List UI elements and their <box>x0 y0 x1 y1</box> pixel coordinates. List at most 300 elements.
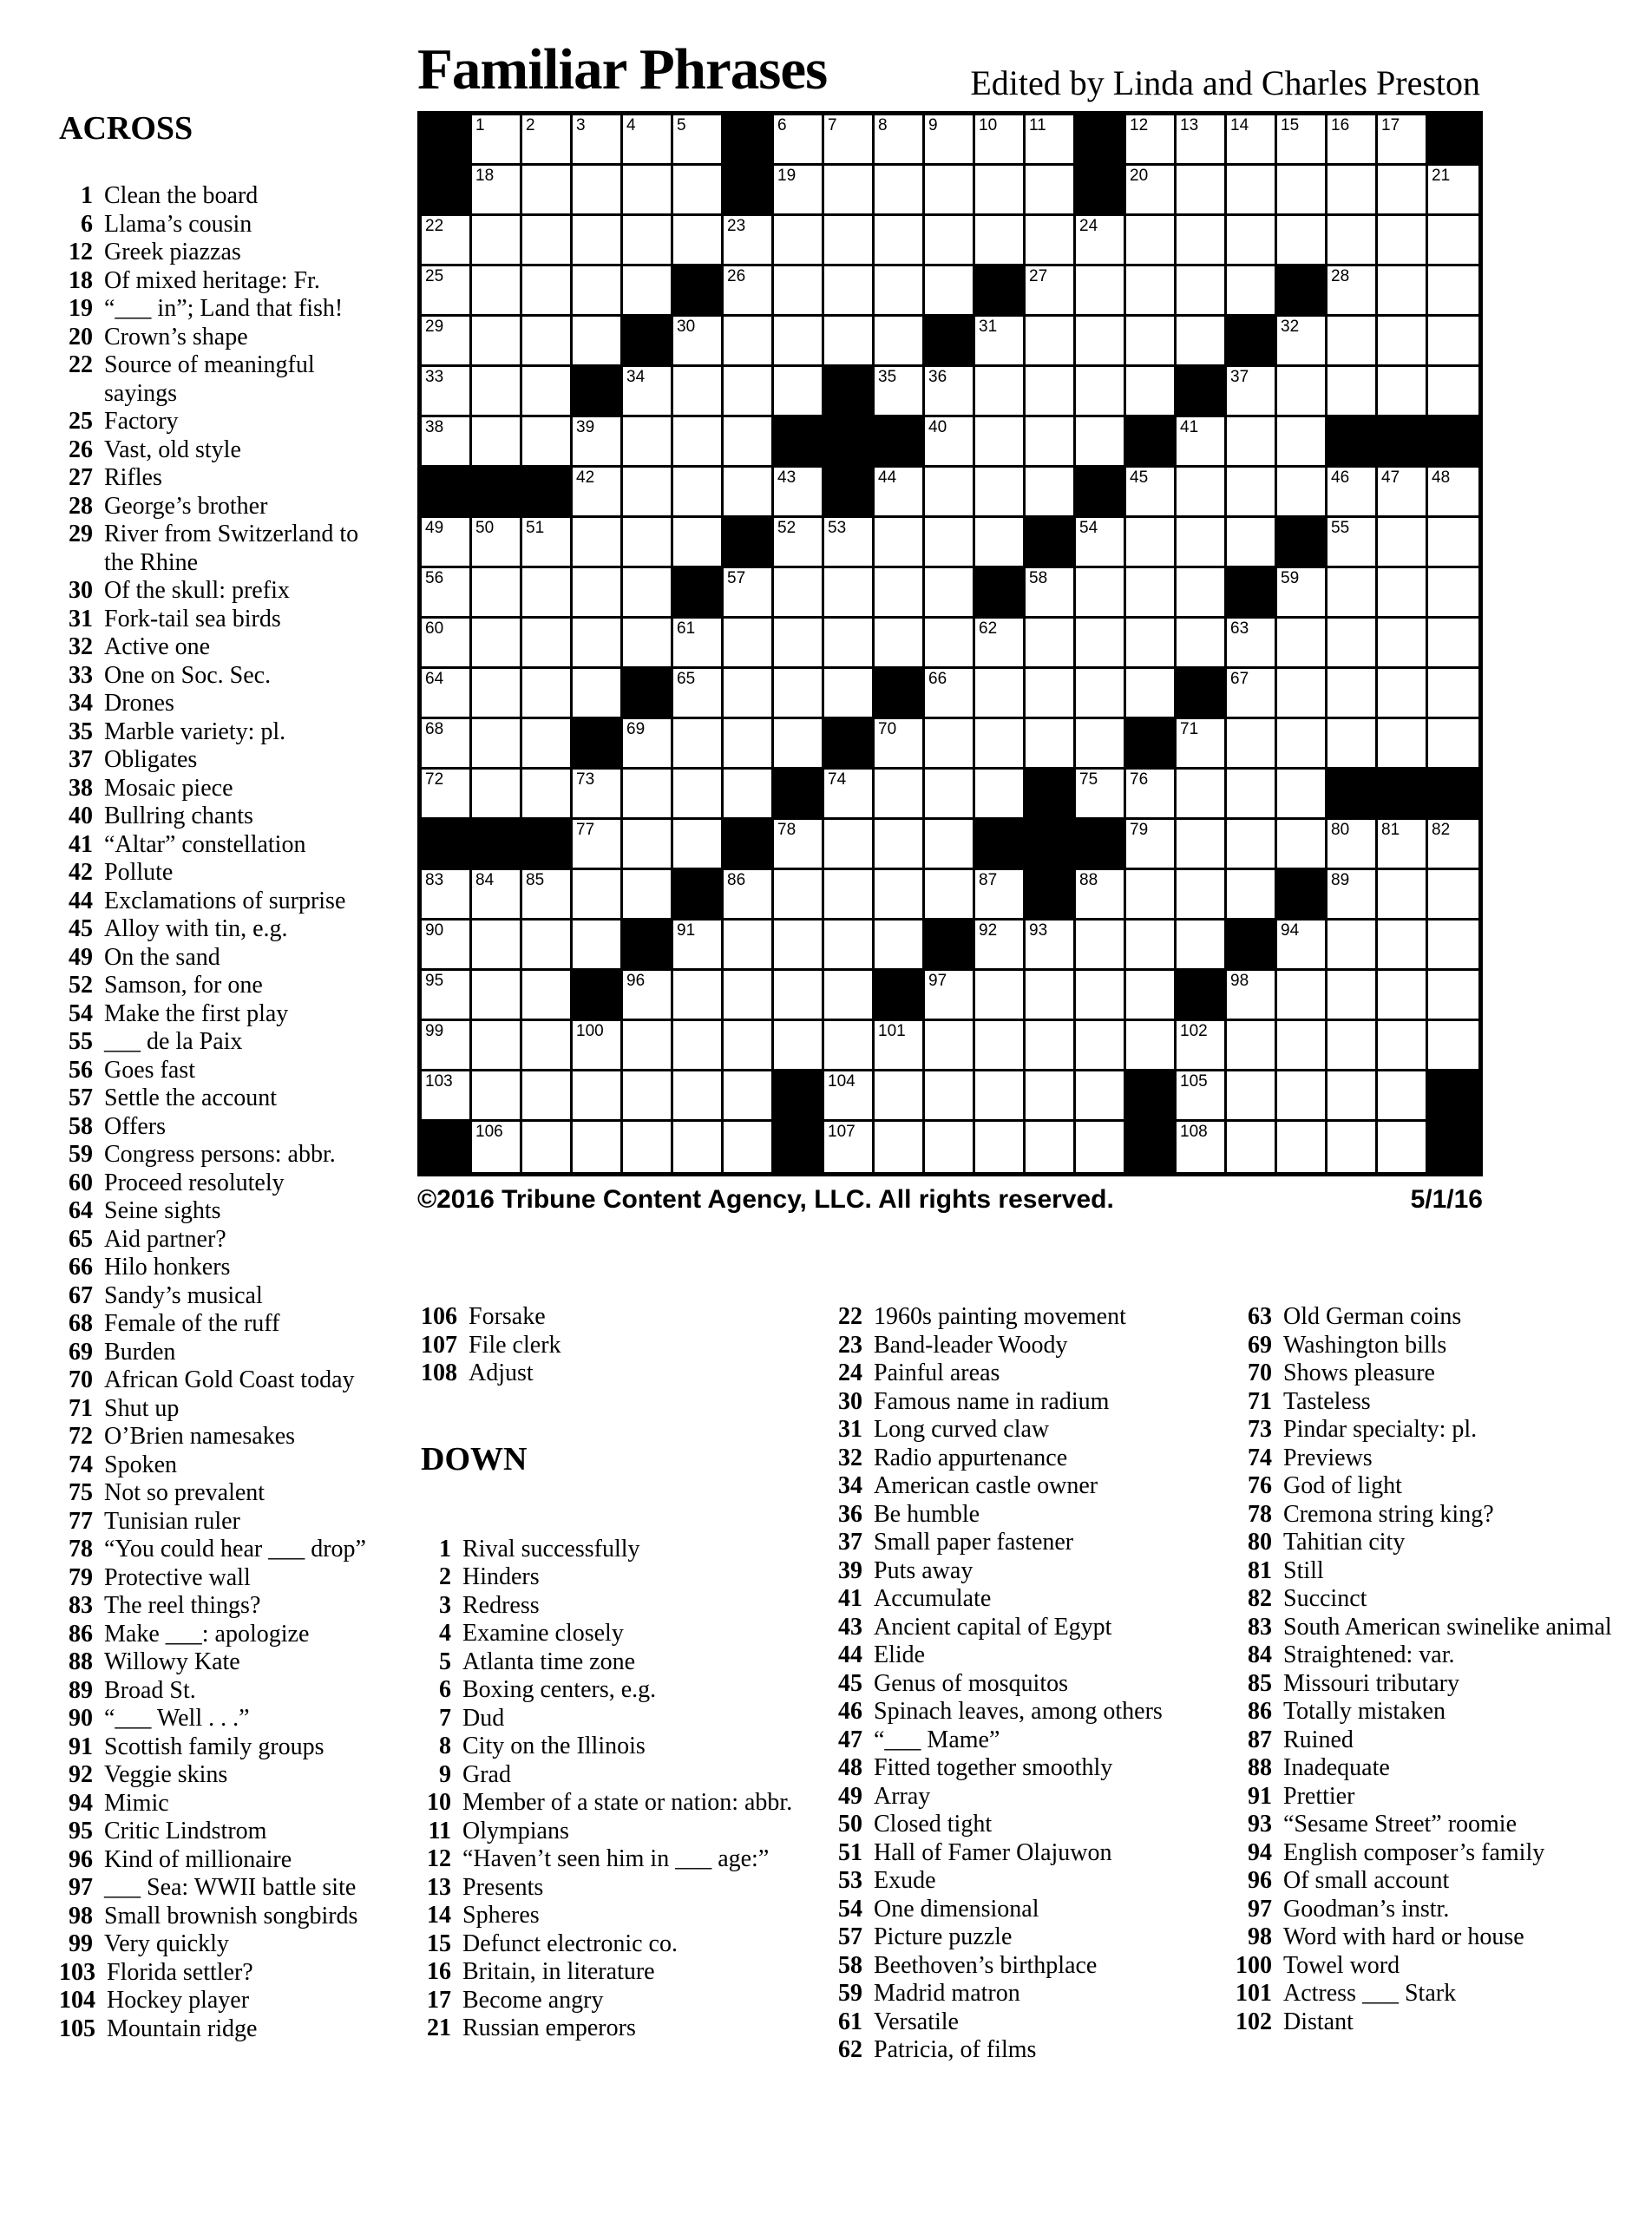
grid-cell[interactable] <box>1277 166 1328 216</box>
grid-cell[interactable] <box>1126 971 1177 1021</box>
grid-cell[interactable] <box>472 568 522 619</box>
grid-cell[interactable] <box>875 719 925 770</box>
grid-cell[interactable] <box>1026 921 1076 971</box>
grid-cell[interactable] <box>724 719 774 770</box>
grid-cell[interactable] <box>522 619 573 669</box>
grid-cell[interactable] <box>1227 166 1277 216</box>
grid-cell[interactable] <box>573 266 623 317</box>
grid-cell[interactable] <box>1076 619 1126 669</box>
grid-cell[interactable] <box>1177 317 1227 367</box>
grid-cell[interactable] <box>1428 216 1478 266</box>
grid-cell[interactable] <box>1227 1071 1277 1122</box>
grid-cell[interactable] <box>1026 971 1076 1021</box>
grid-cell[interactable] <box>673 468 724 518</box>
grid-cell[interactable] <box>925 619 975 669</box>
grid-cell[interactable] <box>1126 619 1177 669</box>
grid-cell[interactable] <box>623 719 673 770</box>
grid-cell[interactable] <box>774 166 824 216</box>
grid-cell[interactable] <box>422 719 472 770</box>
grid-cell[interactable] <box>925 971 975 1021</box>
grid-cell[interactable] <box>522 115 573 166</box>
grid-cell[interactable] <box>724 1122 774 1172</box>
grid-cell[interactable] <box>824 971 875 1021</box>
grid-cell[interactable] <box>875 870 925 921</box>
grid-cell[interactable] <box>623 216 673 266</box>
grid-cell[interactable] <box>875 1021 925 1071</box>
grid-cell[interactable] <box>573 317 623 367</box>
grid-cell[interactable] <box>824 216 875 266</box>
grid-cell[interactable] <box>1026 317 1076 367</box>
grid-cell[interactable] <box>1378 1071 1428 1122</box>
grid-cell[interactable] <box>875 820 925 870</box>
grid-cell[interactable] <box>925 820 975 870</box>
grid-cell[interactable] <box>1277 770 1328 820</box>
grid-cell[interactable] <box>472 266 522 317</box>
grid-cell[interactable] <box>673 719 724 770</box>
grid-cell[interactable] <box>422 216 472 266</box>
grid-cell[interactable] <box>1227 115 1277 166</box>
grid-cell[interactable] <box>1328 1071 1378 1122</box>
grid-cell[interactable] <box>1026 719 1076 770</box>
grid-cell[interactable] <box>1126 870 1177 921</box>
grid-cell[interactable] <box>1177 870 1227 921</box>
grid-cell[interactable] <box>522 870 573 921</box>
grid-cell[interactable] <box>522 1122 573 1172</box>
grid-cell[interactable] <box>875 770 925 820</box>
grid-cell[interactable] <box>1026 669 1076 719</box>
grid-cell[interactable] <box>975 1021 1026 1071</box>
grid-cell[interactable] <box>1227 417 1277 468</box>
grid-cell[interactable] <box>472 1071 522 1122</box>
grid-cell[interactable] <box>774 820 824 870</box>
grid-cell[interactable] <box>925 1021 975 1071</box>
grid-cell[interactable] <box>1328 820 1378 870</box>
grid-cell[interactable] <box>774 468 824 518</box>
grid-cell[interactable] <box>1227 266 1277 317</box>
grid-cell[interactable] <box>623 619 673 669</box>
grid-cell[interactable] <box>573 921 623 971</box>
grid-cell[interactable] <box>774 216 824 266</box>
grid-cell[interactable] <box>422 1071 472 1122</box>
grid-cell[interactable] <box>472 619 522 669</box>
grid-cell[interactable] <box>573 820 623 870</box>
grid-cell[interactable] <box>975 770 1026 820</box>
grid-cell[interactable] <box>1026 166 1076 216</box>
grid-cell[interactable] <box>422 518 472 568</box>
grid-cell[interactable] <box>824 1071 875 1122</box>
grid-cell[interactable] <box>623 1071 673 1122</box>
grid-cell[interactable] <box>1378 266 1428 317</box>
grid-cell[interactable] <box>875 619 925 669</box>
grid-cell[interactable] <box>824 669 875 719</box>
grid-cell[interactable] <box>422 669 472 719</box>
grid-cell[interactable] <box>925 518 975 568</box>
grid-cell[interactable] <box>1026 1122 1076 1172</box>
grid-cell[interactable] <box>623 115 673 166</box>
grid-cell[interactable] <box>1277 1122 1328 1172</box>
grid-cell[interactable] <box>1177 216 1227 266</box>
grid-cell[interactable] <box>1177 619 1227 669</box>
grid-cell[interactable] <box>472 166 522 216</box>
grid-cell[interactable] <box>1428 921 1478 971</box>
grid-cell[interactable] <box>422 568 472 619</box>
grid-cell[interactable] <box>1277 568 1328 619</box>
grid-cell[interactable] <box>1328 719 1378 770</box>
grid-cell[interactable] <box>1177 1071 1227 1122</box>
grid-cell[interactable] <box>925 367 975 417</box>
grid-cell[interactable] <box>1378 216 1428 266</box>
grid-cell[interactable] <box>875 317 925 367</box>
grid-cell[interactable] <box>623 468 673 518</box>
grid-cell[interactable] <box>1328 669 1378 719</box>
grid-cell[interactable] <box>1428 619 1478 669</box>
grid-cell[interactable] <box>724 367 774 417</box>
grid-cell[interactable] <box>1076 719 1126 770</box>
grid-cell[interactable] <box>1277 417 1328 468</box>
grid-cell[interactable] <box>573 216 623 266</box>
grid-cell[interactable] <box>925 115 975 166</box>
grid-cell[interactable] <box>1277 115 1328 166</box>
grid-cell[interactable] <box>522 1021 573 1071</box>
grid-cell[interactable] <box>1076 367 1126 417</box>
grid-cell[interactable] <box>1126 921 1177 971</box>
grid-cell[interactable] <box>774 971 824 1021</box>
grid-cell[interactable] <box>1277 1071 1328 1122</box>
grid-cell[interactable] <box>724 1071 774 1122</box>
grid-cell[interactable] <box>1378 317 1428 367</box>
grid-cell[interactable] <box>975 870 1026 921</box>
grid-cell[interactable] <box>1227 669 1277 719</box>
grid-cell[interactable] <box>1026 266 1076 317</box>
grid-cell[interactable] <box>1227 1021 1277 1071</box>
grid-cell[interactable] <box>774 921 824 971</box>
grid-cell[interactable] <box>1177 1021 1227 1071</box>
grid-cell[interactable] <box>824 921 875 971</box>
grid-cell[interactable] <box>925 719 975 770</box>
grid-cell[interactable] <box>422 367 472 417</box>
grid-cell[interactable] <box>1227 719 1277 770</box>
grid-cell[interactable] <box>1227 468 1277 518</box>
grid-cell[interactable] <box>1227 971 1277 1021</box>
grid-cell[interactable] <box>1428 266 1478 317</box>
grid-cell[interactable] <box>1328 1021 1378 1071</box>
grid-cell[interactable] <box>1378 921 1428 971</box>
grid-cell[interactable] <box>1177 770 1227 820</box>
grid-cell[interactable] <box>975 468 1026 518</box>
grid-cell[interactable] <box>1076 1021 1126 1071</box>
grid-cell[interactable] <box>1378 619 1428 669</box>
grid-cell[interactable] <box>573 115 623 166</box>
grid-cell[interactable] <box>1177 266 1227 317</box>
grid-cell[interactable] <box>1277 619 1328 669</box>
grid-cell[interactable] <box>1428 367 1478 417</box>
grid-cell[interactable] <box>975 367 1026 417</box>
grid-cell[interactable] <box>422 619 472 669</box>
grid-cell[interactable] <box>975 166 1026 216</box>
grid-cell[interactable] <box>1378 1021 1428 1071</box>
grid-cell[interactable] <box>975 115 1026 166</box>
grid-cell[interactable] <box>1177 719 1227 770</box>
grid-cell[interactable] <box>1277 921 1328 971</box>
grid-cell[interactable] <box>522 266 573 317</box>
grid-cell[interactable] <box>1428 166 1478 216</box>
grid-cell[interactable] <box>975 921 1026 971</box>
grid-cell[interactable] <box>774 115 824 166</box>
grid-cell[interactable] <box>1328 870 1378 921</box>
grid-cell[interactable] <box>824 619 875 669</box>
grid-cell[interactable] <box>1428 719 1478 770</box>
grid-cell[interactable] <box>724 468 774 518</box>
grid-cell[interactable] <box>975 619 1026 669</box>
grid-cell[interactable] <box>1076 1071 1126 1122</box>
grid-cell[interactable] <box>1428 518 1478 568</box>
grid-cell[interactable] <box>472 115 522 166</box>
grid-cell[interactable] <box>1076 518 1126 568</box>
grid-cell[interactable] <box>875 921 925 971</box>
grid-cell[interactable] <box>1428 468 1478 518</box>
grid-cell[interactable] <box>1177 417 1227 468</box>
grid-cell[interactable] <box>1126 115 1177 166</box>
grid-cell[interactable] <box>422 870 472 921</box>
grid-cell[interactable] <box>1227 518 1277 568</box>
grid-cell[interactable] <box>472 518 522 568</box>
grid-cell[interactable] <box>422 921 472 971</box>
grid-cell[interactable] <box>925 216 975 266</box>
grid-cell[interactable] <box>724 216 774 266</box>
grid-cell[interactable] <box>573 518 623 568</box>
grid-cell[interactable] <box>522 770 573 820</box>
grid-cell[interactable] <box>623 770 673 820</box>
grid-cell[interactable] <box>724 266 774 317</box>
grid-cell[interactable] <box>774 619 824 669</box>
grid-cell[interactable] <box>1076 870 1126 921</box>
grid-cell[interactable] <box>1277 971 1328 1021</box>
grid-cell[interactable] <box>522 367 573 417</box>
grid-cell[interactable] <box>724 619 774 669</box>
grid-cell[interactable] <box>1026 417 1076 468</box>
grid-cell[interactable] <box>573 417 623 468</box>
grid-cell[interactable] <box>1076 417 1126 468</box>
grid-cell[interactable] <box>1076 568 1126 619</box>
grid-cell[interactable] <box>1076 266 1126 317</box>
grid-cell[interactable] <box>673 166 724 216</box>
grid-cell[interactable] <box>1277 367 1328 417</box>
grid-cell[interactable] <box>1126 1021 1177 1071</box>
grid-cell[interactable] <box>1026 1071 1076 1122</box>
grid-cell[interactable] <box>472 367 522 417</box>
grid-cell[interactable] <box>1328 115 1378 166</box>
grid-cell[interactable] <box>673 1071 724 1122</box>
grid-cell[interactable] <box>673 619 724 669</box>
grid-cell[interactable] <box>472 719 522 770</box>
grid-cell[interactable] <box>724 317 774 367</box>
grid-cell[interactable] <box>975 518 1026 568</box>
grid-cell[interactable] <box>522 669 573 719</box>
grid-cell[interactable] <box>1328 1122 1378 1172</box>
grid-cell[interactable] <box>673 216 724 266</box>
grid-cell[interactable] <box>573 1122 623 1172</box>
grid-cell[interactable] <box>1378 115 1428 166</box>
grid-cell[interactable] <box>1378 870 1428 921</box>
grid-cell[interactable] <box>724 870 774 921</box>
grid-cell[interactable] <box>1378 719 1428 770</box>
grid-cell[interactable] <box>925 1122 975 1172</box>
grid-cell[interactable] <box>623 367 673 417</box>
grid-cell[interactable] <box>1126 669 1177 719</box>
grid-cell[interactable] <box>1076 1122 1126 1172</box>
grid-cell[interactable] <box>1378 820 1428 870</box>
grid-cell[interactable] <box>472 417 522 468</box>
grid-cell[interactable] <box>1126 317 1177 367</box>
grid-cell[interactable] <box>724 921 774 971</box>
grid-cell[interactable] <box>1428 669 1478 719</box>
grid-cell[interactable] <box>824 820 875 870</box>
grid-cell[interactable] <box>1328 468 1378 518</box>
grid-cell[interactable] <box>522 518 573 568</box>
grid-cell[interactable] <box>1328 518 1378 568</box>
grid-cell[interactable] <box>925 468 975 518</box>
grid-cell[interactable] <box>925 870 975 921</box>
grid-cell[interactable] <box>472 770 522 820</box>
grid-cell[interactable] <box>1177 115 1227 166</box>
grid-cell[interactable] <box>1428 317 1478 367</box>
grid-cell[interactable] <box>522 1071 573 1122</box>
grid-cell[interactable] <box>875 166 925 216</box>
grid-cell[interactable] <box>925 669 975 719</box>
grid-cell[interactable] <box>1428 1021 1478 1071</box>
grid-cell[interactable] <box>1328 367 1378 417</box>
grid-cell[interactable] <box>1328 921 1378 971</box>
grid-cell[interactable] <box>774 669 824 719</box>
grid-cell[interactable] <box>1328 317 1378 367</box>
grid-cell[interactable] <box>1126 266 1177 317</box>
grid-cell[interactable] <box>724 417 774 468</box>
grid-cell[interactable] <box>875 266 925 317</box>
grid-cell[interactable] <box>623 1021 673 1071</box>
grid-cell[interactable] <box>1277 719 1328 770</box>
grid-cell[interactable] <box>1076 971 1126 1021</box>
grid-cell[interactable] <box>673 317 724 367</box>
grid-cell[interactable] <box>522 317 573 367</box>
grid-cell[interactable] <box>1126 568 1177 619</box>
grid-cell[interactable] <box>673 518 724 568</box>
grid-cell[interactable] <box>1328 971 1378 1021</box>
grid-cell[interactable] <box>522 719 573 770</box>
grid-cell[interactable] <box>472 1021 522 1071</box>
grid-cell[interactable] <box>422 417 472 468</box>
grid-cell[interactable] <box>1076 216 1126 266</box>
grid-cell[interactable] <box>824 1021 875 1071</box>
grid-cell[interactable] <box>875 1122 925 1172</box>
grid-cell[interactable] <box>1378 971 1428 1021</box>
grid-cell[interactable] <box>1328 619 1378 669</box>
grid-cell[interactable] <box>422 770 472 820</box>
grid-cell[interactable] <box>522 417 573 468</box>
grid-cell[interactable] <box>975 971 1026 1021</box>
grid-cell[interactable] <box>1328 166 1378 216</box>
grid-cell[interactable] <box>1026 468 1076 518</box>
grid-cell[interactable] <box>573 468 623 518</box>
grid-cell[interactable] <box>472 1122 522 1172</box>
grid-cell[interactable] <box>824 115 875 166</box>
grid-cell[interactable] <box>774 317 824 367</box>
crossword-grid[interactable] <box>417 111 1483 1176</box>
grid-cell[interactable] <box>1378 669 1428 719</box>
grid-cell[interactable] <box>673 367 724 417</box>
grid-cell[interactable] <box>522 568 573 619</box>
grid-cell[interactable] <box>774 1021 824 1071</box>
grid-cell[interactable] <box>1428 971 1478 1021</box>
grid-cell[interactable] <box>623 266 673 317</box>
grid-cell[interactable] <box>1126 216 1177 266</box>
grid-cell[interactable] <box>623 568 673 619</box>
grid-cell[interactable] <box>673 115 724 166</box>
grid-cell[interactable] <box>522 166 573 216</box>
grid-cell[interactable] <box>522 971 573 1021</box>
grid-cell[interactable] <box>573 669 623 719</box>
grid-cell[interactable] <box>975 417 1026 468</box>
grid-cell[interactable] <box>673 820 724 870</box>
grid-cell[interactable] <box>1277 468 1328 518</box>
grid-cell[interactable] <box>623 518 673 568</box>
grid-cell[interactable] <box>1227 216 1277 266</box>
grid-cell[interactable] <box>774 719 824 770</box>
grid-cell[interactable] <box>1126 820 1177 870</box>
grid-cell[interactable] <box>824 518 875 568</box>
grid-cell[interactable] <box>774 518 824 568</box>
grid-cell[interactable] <box>472 971 522 1021</box>
grid-cell[interactable] <box>1428 568 1478 619</box>
grid-cell[interactable] <box>623 971 673 1021</box>
grid-cell[interactable] <box>472 216 522 266</box>
grid-cell[interactable] <box>875 216 925 266</box>
grid-cell[interactable] <box>422 317 472 367</box>
grid-cell[interactable] <box>774 870 824 921</box>
grid-cell[interactable] <box>975 216 1026 266</box>
grid-cell[interactable] <box>1026 115 1076 166</box>
grid-cell[interactable] <box>1126 518 1177 568</box>
grid-cell[interactable] <box>522 216 573 266</box>
grid-cell[interactable] <box>1378 1122 1428 1172</box>
grid-cell[interactable] <box>724 669 774 719</box>
grid-cell[interactable] <box>472 317 522 367</box>
grid-cell[interactable] <box>1177 568 1227 619</box>
grid-cell[interactable] <box>522 921 573 971</box>
grid-cell[interactable] <box>875 568 925 619</box>
grid-cell[interactable] <box>623 166 673 216</box>
grid-cell[interactable] <box>875 468 925 518</box>
grid-cell[interactable] <box>875 518 925 568</box>
grid-cell[interactable] <box>1076 669 1126 719</box>
grid-cell[interactable] <box>1076 770 1126 820</box>
grid-cell[interactable] <box>724 770 774 820</box>
grid-cell[interactable] <box>1378 367 1428 417</box>
grid-cell[interactable] <box>1227 820 1277 870</box>
grid-cell[interactable] <box>1328 266 1378 317</box>
grid-cell[interactable] <box>573 870 623 921</box>
grid-cell[interactable] <box>1378 166 1428 216</box>
grid-cell[interactable] <box>422 971 472 1021</box>
grid-cell[interactable] <box>573 568 623 619</box>
grid-cell[interactable] <box>1227 770 1277 820</box>
grid-cell[interactable] <box>1277 669 1328 719</box>
grid-cell[interactable] <box>1026 1021 1076 1071</box>
grid-cell[interactable] <box>1026 367 1076 417</box>
grid-cell[interactable] <box>1378 518 1428 568</box>
grid-cell[interactable] <box>1177 1122 1227 1172</box>
grid-cell[interactable] <box>573 1021 623 1071</box>
grid-cell[interactable] <box>774 568 824 619</box>
